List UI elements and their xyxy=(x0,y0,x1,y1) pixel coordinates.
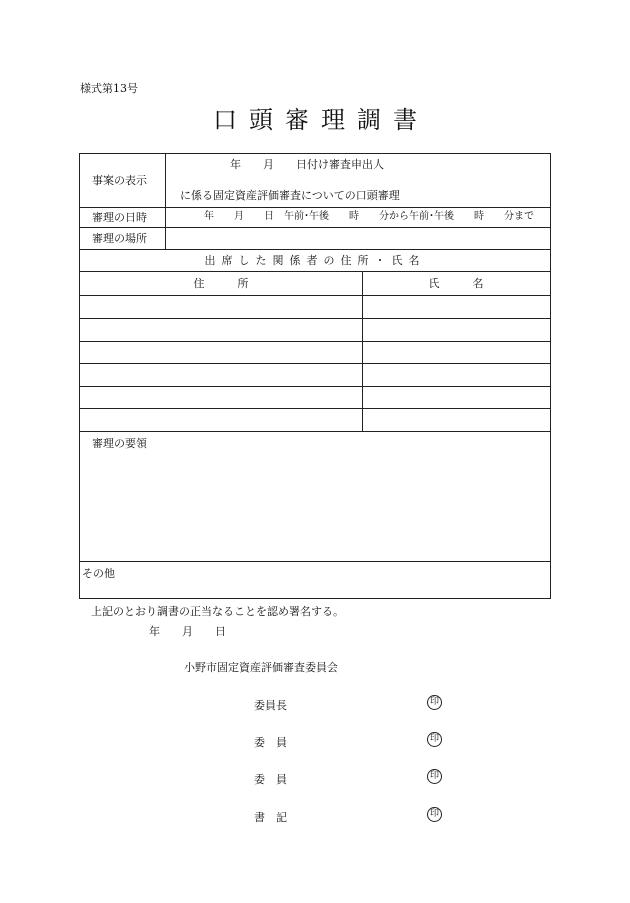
row-divider xyxy=(80,408,550,409)
address-name-divider xyxy=(362,271,363,431)
case-line1: 年 月 日付け審査申出人 xyxy=(230,158,384,171)
certification-date: 年 月 日 xyxy=(149,625,226,638)
row-divider xyxy=(80,363,550,364)
row-divider xyxy=(80,561,550,562)
signatory-role-chairman: 委員長 xyxy=(254,699,287,712)
document-title: 口頭審理調書 xyxy=(213,106,429,134)
row-divider xyxy=(80,341,550,342)
name-column-header: 氏 名 xyxy=(428,277,484,290)
row-divider xyxy=(80,295,550,296)
row-divider xyxy=(80,227,550,228)
signatory-role-member-1: 委 員 xyxy=(254,736,287,749)
seal-mark-icon: 印 xyxy=(427,695,442,710)
signatory-role-member-2: 委 員 xyxy=(254,773,287,786)
form-number: 様式第13号 xyxy=(80,82,138,95)
seal-mark-icon: 印 xyxy=(427,732,442,747)
datetime-value: 年 月 日 午前･午後 時 分から午前･午後 時 分まで xyxy=(204,211,534,222)
certification-text: 上記のとおり調書の正当なることを認め署名する。 xyxy=(91,605,344,618)
hearing-record-table xyxy=(79,153,551,599)
row-divider xyxy=(80,249,550,250)
committee-name: 小野市固定資産評価審査委員会 xyxy=(184,661,338,674)
row-divider xyxy=(80,271,550,272)
other-label: その他 xyxy=(82,567,115,580)
place-label: 審理の場所 xyxy=(92,232,147,245)
case-label: 事案の表示 xyxy=(92,174,147,187)
summary-label: 審理の要領 xyxy=(92,437,147,450)
attendees-heading: 出席した関係者の住所・氏名 xyxy=(204,254,426,267)
datetime-label: 審理の日時 xyxy=(92,211,147,224)
row-divider xyxy=(80,207,550,208)
signatory-role-clerk: 書 記 xyxy=(254,811,287,824)
seal-mark-icon: 印 xyxy=(427,807,442,822)
address-column-header: 住 所 xyxy=(193,277,249,290)
row-divider xyxy=(80,318,550,319)
seal-mark-icon: 印 xyxy=(427,769,442,784)
case-line2: に係る固定資産評価審査についての口頭審理 xyxy=(180,189,400,202)
label-column-divider xyxy=(165,154,166,249)
row-divider xyxy=(80,431,550,432)
row-divider xyxy=(80,386,550,387)
